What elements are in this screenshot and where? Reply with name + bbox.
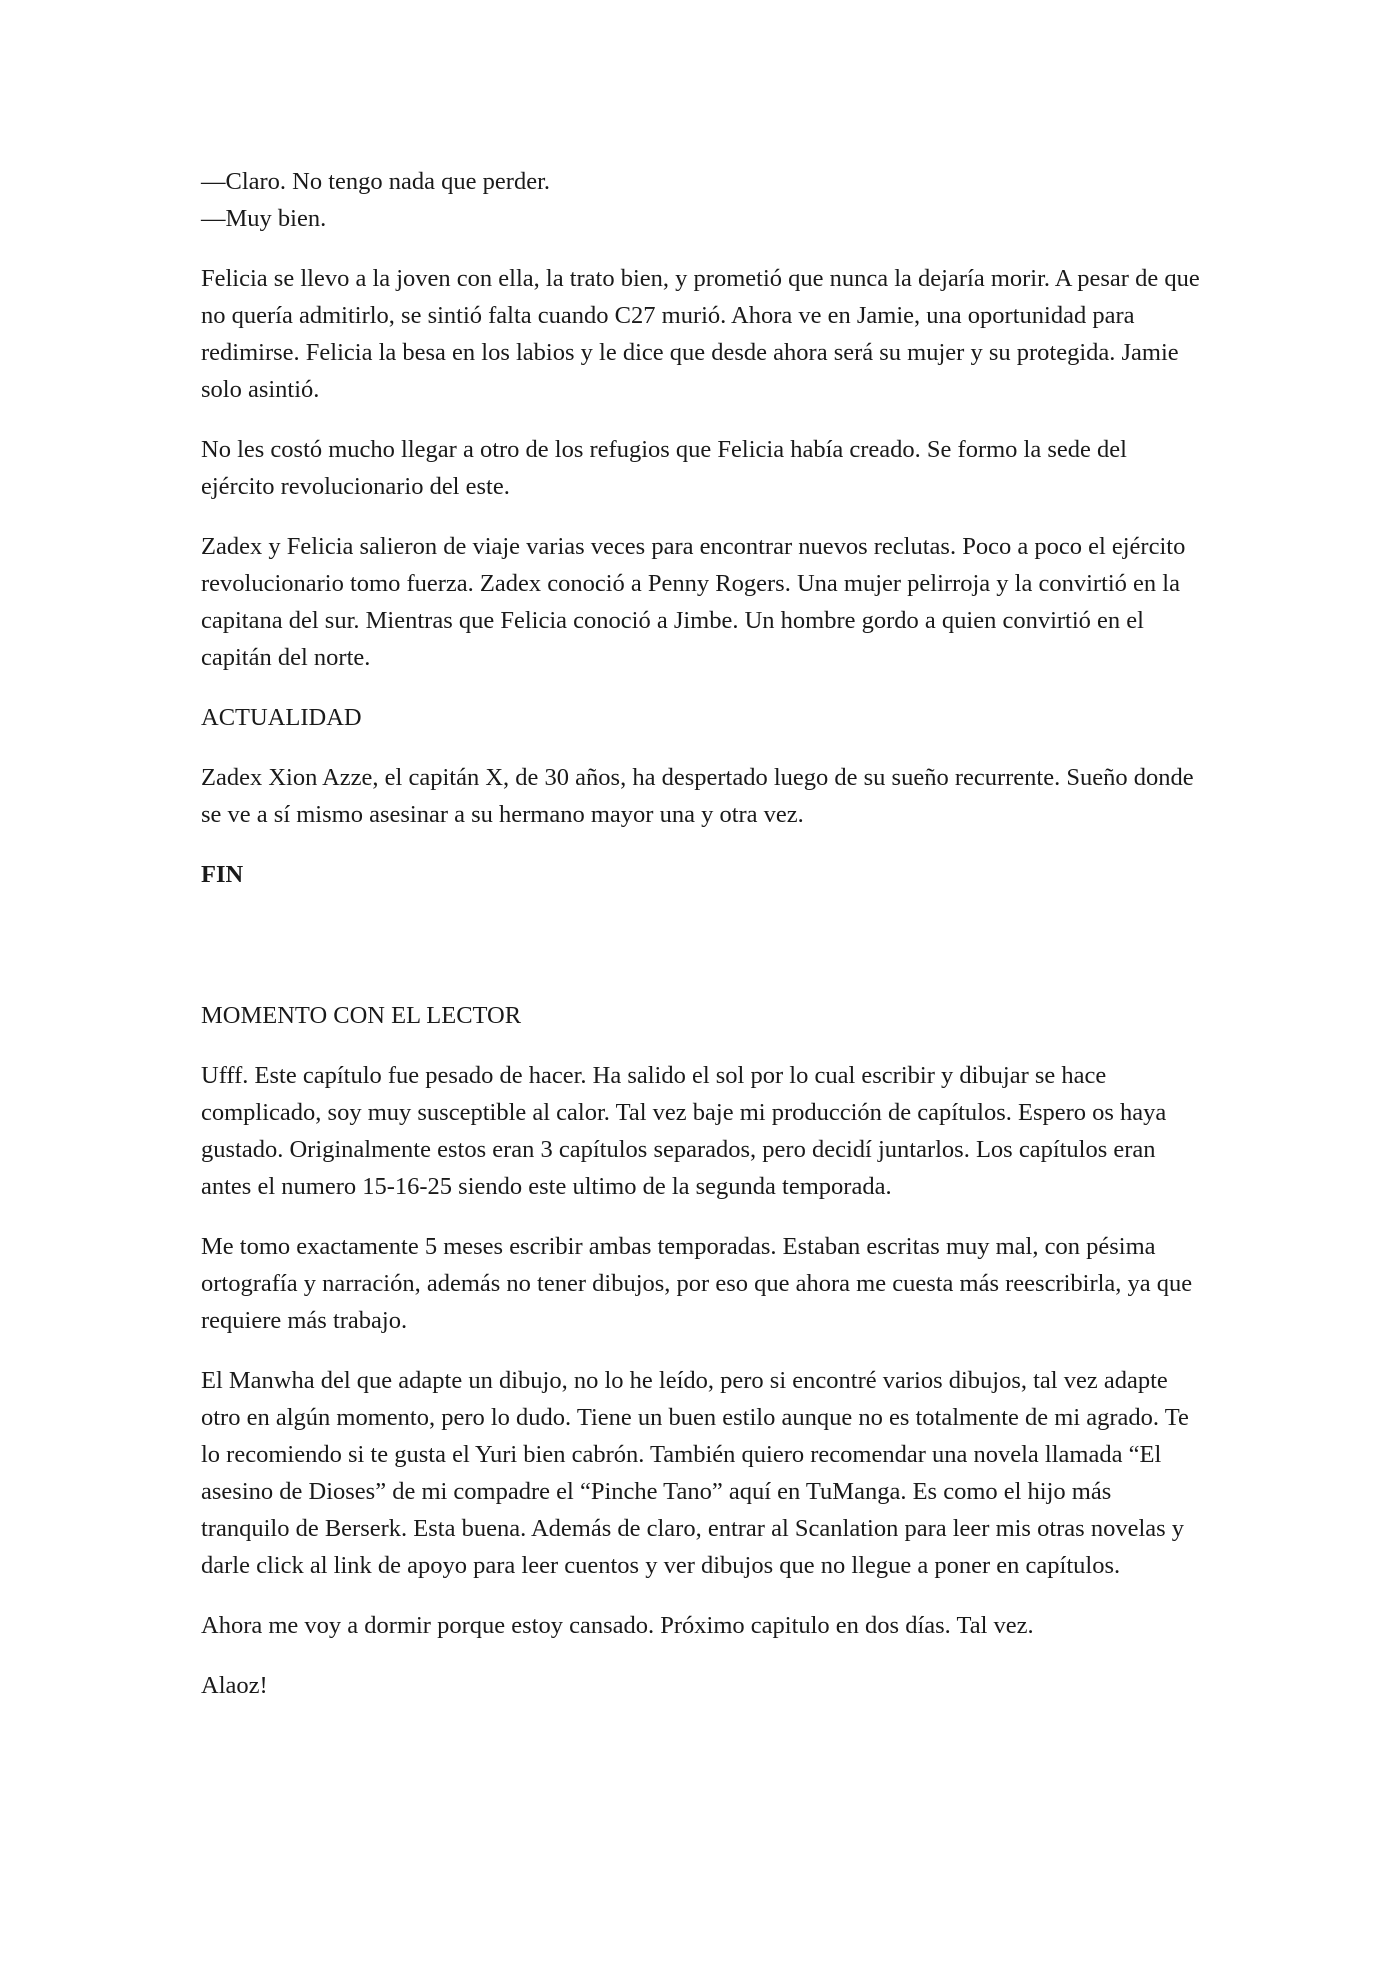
- paragraph: No les costó mucho llegar a otro de los refugios que Felicia había creado. Se formo la sede del ejército revolucionario del este.: [201, 436, 1127, 500]
- text-column: [201, 163, 1201, 1727]
- paragraph: Ahora me voy a dormir porque estoy cansado. Próximo capitulo en dos días. Tal vez.: [201, 1612, 1034, 1639]
- paragraph: Ufff. Este capítulo fue pesado de hacer. Ha salido el sol por lo cual escribir y dibujar se hace complicado, soy muy susceptible al calor. Tal vez baje mi producción de capítulos. Espero os haya gustado. Originalmente estos eran 3 capítulos separados, pero decidí juntarlos. Los capítulos eran antes el numero 15-16-25 siendo este ultimo de la segunda temporada.: [201, 1062, 1167, 1200]
- spacer: [201, 916, 1201, 997]
- paragraph: Felicia se llevo a la joven con ella, la trato bien, y prometió que nunca la dejaría morir. A pesar de que no quería admitirlo, se sintió falta cuando C27 murió. Ahora ve en Jamie, una oportunidad para redimirse. Felicia la besa en los labios y le dice que desde ahora será su mujer y su protegida. Jamie solo asintió.: [201, 265, 1200, 403]
- dialogue-line: —Claro. No tengo nada que perder.: [201, 168, 551, 195]
- dialogue-line: —Muy bien.: [201, 205, 327, 232]
- paragraph: Zadex Xion Azze, el capitán X, de 30 años, ha despertado luego de su sueño recurrente. Sueño donde se ve a sí mismo asesinar a su hermano mayor una y otra vez.: [201, 764, 1194, 828]
- sign-off: Alaoz!: [201, 1672, 268, 1699]
- paragraph: El Manwha del que adapte un dibujo, no lo he leído, pero si encontré varios dibujos, tal vez adapte otro en algún momento, pero lo dudo. Tiene un buen estilo aunque no es totalmente de mi agrado. Te lo recomiendo si te gusta el Yuri bien cabrón. También quiero recomendar una novela llamada “El asesino de Dioses” de mi compadre el “Pinche Tano” aquí en TuManga. Es como el hijo más tranquilo de Berserk. Esta buena. Además de claro, entrar al Scanlation para leer mis otras novelas y darle click al link de apoyo para leer cuentos y ver dibujos que no llegue a poner en capítulos.: [201, 1367, 1189, 1579]
- paragraph: Me tomo exactamente 5 meses escribir ambas temporadas. Estaban escritas muy mal, con pésima ortografía y narración, además no tener dibujos, por eso que ahora me cuesta más reescribirla, ya que requiere más trabajo.: [201, 1233, 1193, 1334]
- dialogue-block: [201, 163, 1201, 237]
- section-heading-lector: MOMENTO CON EL LECTOR: [201, 1002, 522, 1029]
- paragraph: Zadex y Felicia salieron de viaje varias veces para encontrar nuevos reclutas. Poco a poco el ejército revolucionario tomo fuerza. Zadex conoció a Penny Rogers. Una mujer pelirroja y la convirtió en la capitana del sur. Mientras que Felicia conoció a Jimbe. Un hombre gordo a quien convirtió en el capitán del norte.: [201, 533, 1186, 671]
- section-heading-actualidad: ACTUALIDAD: [201, 704, 362, 731]
- end-marker: FIN: [201, 861, 244, 888]
